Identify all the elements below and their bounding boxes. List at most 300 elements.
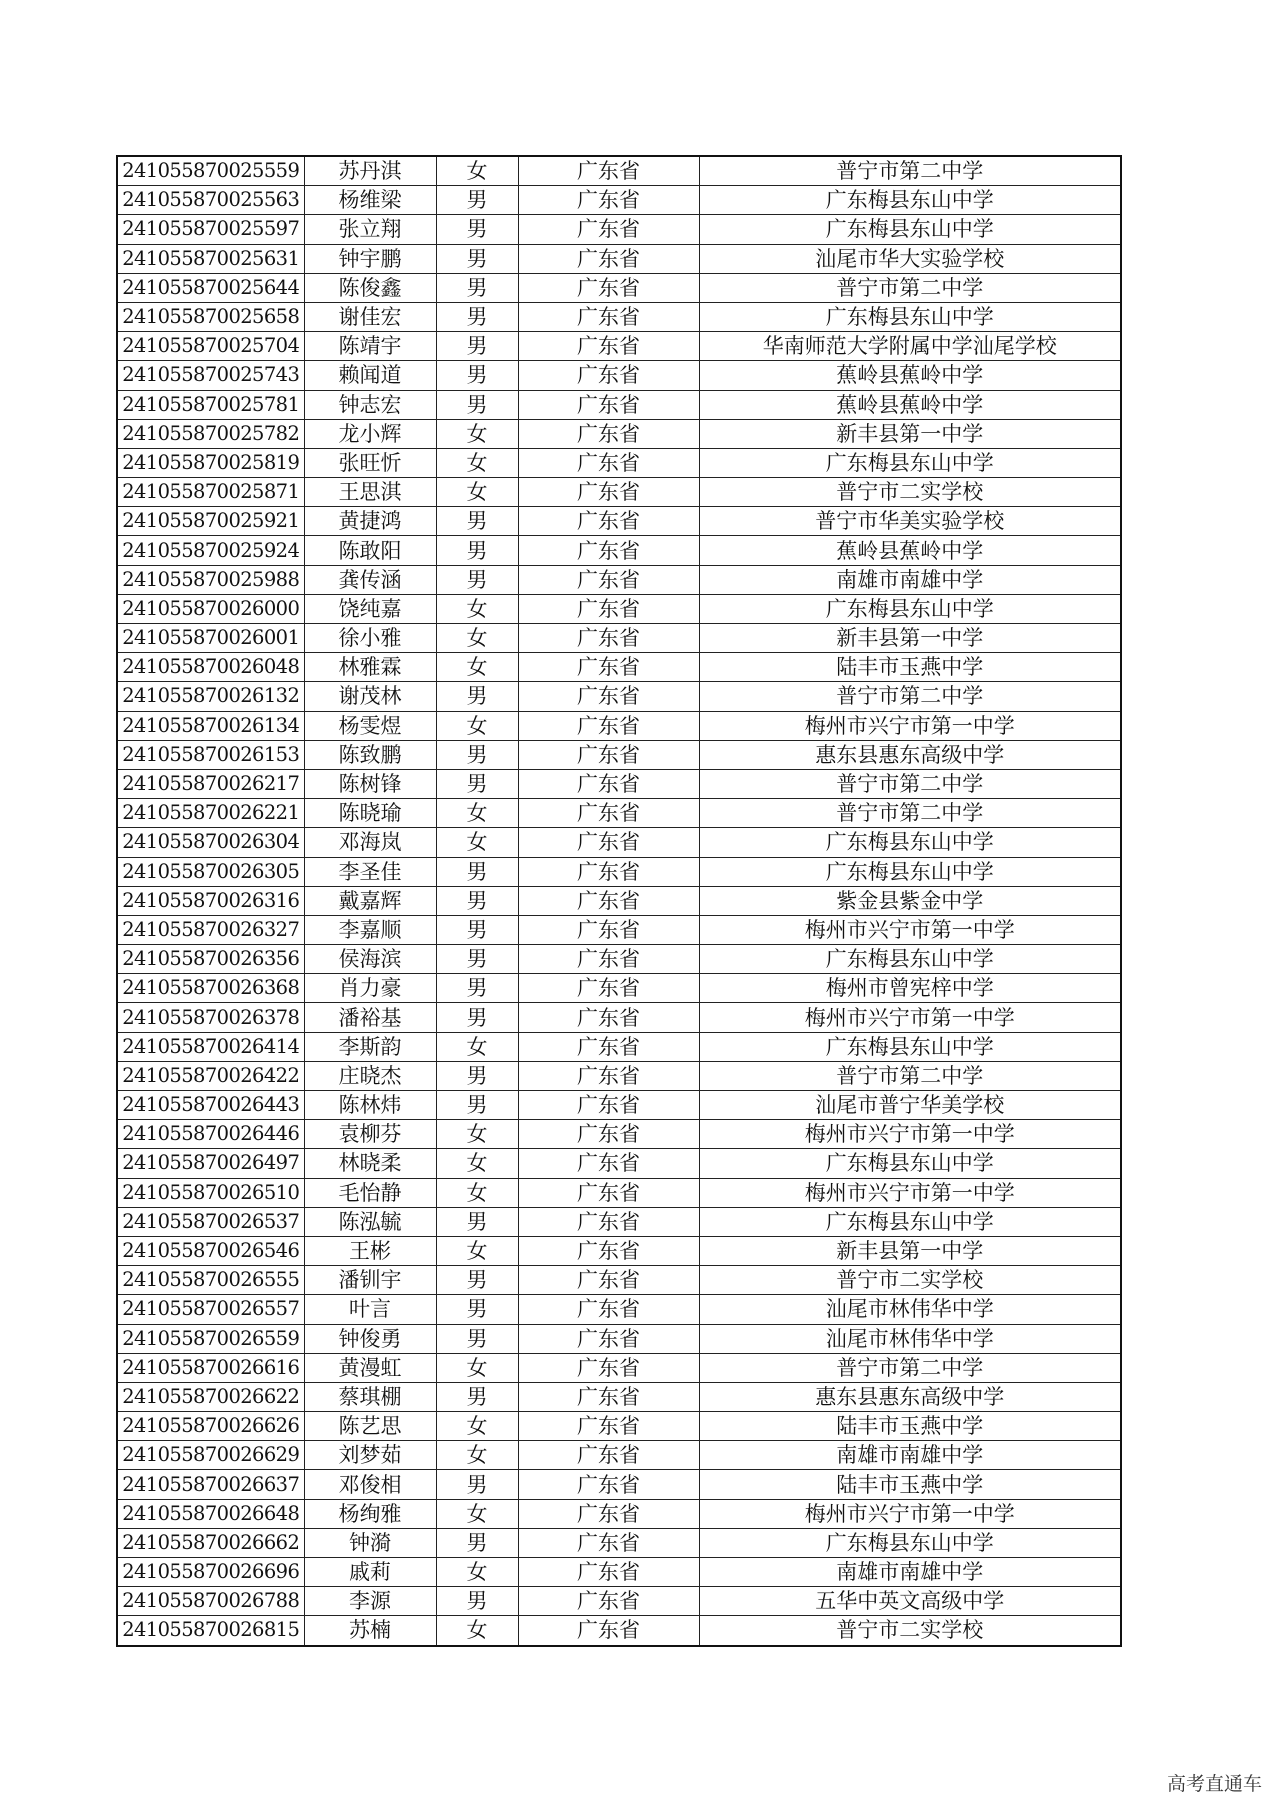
gender-cell: 女 [436, 828, 518, 857]
school-cell: 陆丰市玉燕中学 [699, 1470, 1121, 1499]
school-cell: 梅州市兴宁市第一中学 [699, 1499, 1121, 1528]
school-cell: 汕尾市林伟华中学 [699, 1295, 1121, 1324]
name-cell: 戚莉 [304, 1558, 436, 1587]
name-cell: 陈致鹏 [304, 740, 436, 769]
province-cell: 广东省 [518, 594, 699, 623]
province-cell: 广东省 [518, 1149, 699, 1178]
province-cell: 广东省 [518, 886, 699, 915]
name-cell: 庄晓杰 [304, 1061, 436, 1090]
gender-cell: 男 [436, 915, 518, 944]
table-row [117, 1382, 1121, 1411]
gender-cell: 女 [436, 1353, 518, 1382]
school-cell: 汕尾市华大实验学校 [699, 244, 1121, 273]
table-row [117, 361, 1121, 390]
gender-cell: 女 [436, 1499, 518, 1528]
school-cell: 梅州市兴宁市第一中学 [699, 1003, 1121, 1032]
school-cell: 普宁市第二中学 [699, 682, 1121, 711]
candidate-id-cell: 241055870026622 [117, 1382, 304, 1411]
name-cell: 袁柳芬 [304, 1120, 436, 1149]
school-cell: 普宁市第二中学 [699, 1353, 1121, 1382]
province-cell: 广东省 [518, 1324, 699, 1353]
gender-cell: 男 [436, 769, 518, 798]
name-cell: 钟漪 [304, 1528, 436, 1557]
candidate-id-cell: 241055870026000 [117, 594, 304, 623]
candidate-id-cell: 241055870026626 [117, 1412, 304, 1441]
candidate-id-cell: 241055870026815 [117, 1616, 304, 1646]
gender-cell: 女 [436, 1441, 518, 1470]
name-cell: 李斯韵 [304, 1032, 436, 1061]
table-row [117, 974, 1121, 1003]
admission-roster-table [116, 155, 1122, 1647]
name-cell: 龙小辉 [304, 419, 436, 448]
school-cell: 广东梅县东山中学 [699, 828, 1121, 857]
candidate-id-cell: 241055870026132 [117, 682, 304, 711]
candidate-id-cell: 241055870026368 [117, 974, 304, 1003]
province-cell: 广东省 [518, 186, 699, 215]
province-cell: 广东省 [518, 1412, 699, 1441]
province-cell: 广东省 [518, 448, 699, 477]
gender-cell: 男 [436, 945, 518, 974]
gender-cell: 男 [436, 244, 518, 273]
province-cell: 广东省 [518, 1120, 699, 1149]
candidate-id-cell: 241055870025658 [117, 302, 304, 331]
gender-cell: 男 [436, 740, 518, 769]
school-cell: 广东梅县东山中学 [699, 857, 1121, 886]
candidate-id-cell: 241055870026559 [117, 1324, 304, 1353]
table-row [117, 1412, 1121, 1441]
candidate-id-cell: 241055870025924 [117, 536, 304, 565]
name-cell: 黄漫虹 [304, 1353, 436, 1382]
gender-cell: 男 [436, 302, 518, 331]
name-cell: 陈敢阳 [304, 536, 436, 565]
province-cell: 广东省 [518, 1616, 699, 1646]
school-cell: 蕉岭县蕉岭中学 [699, 390, 1121, 419]
gender-cell: 男 [436, 1295, 518, 1324]
province-cell: 广东省 [518, 828, 699, 857]
candidate-id-cell: 241055870026788 [117, 1587, 304, 1616]
table-row [117, 857, 1121, 886]
name-cell: 邓海岚 [304, 828, 436, 857]
school-cell: 广东梅县东山中学 [699, 448, 1121, 477]
candidate-id-cell: 241055870025871 [117, 478, 304, 507]
school-cell: 南雄市南雄中学 [699, 1558, 1121, 1587]
table-row [117, 1324, 1121, 1353]
name-cell: 钟志宏 [304, 390, 436, 419]
name-cell: 苏丹淇 [304, 156, 436, 186]
province-cell: 广东省 [518, 565, 699, 594]
name-cell: 钟宇鹏 [304, 244, 436, 273]
school-cell: 梅州市兴宁市第一中学 [699, 915, 1121, 944]
name-cell: 陈树锋 [304, 769, 436, 798]
table-row [117, 448, 1121, 477]
gender-cell: 男 [436, 1382, 518, 1411]
school-cell: 广东梅县东山中学 [699, 1207, 1121, 1236]
school-cell: 广东梅县东山中学 [699, 945, 1121, 974]
name-cell: 王彬 [304, 1236, 436, 1265]
name-cell: 陈晓瑜 [304, 799, 436, 828]
candidate-id-cell: 241055870025921 [117, 507, 304, 536]
candidate-id-cell: 241055870026327 [117, 915, 304, 944]
school-cell: 五华中英文高级中学 [699, 1587, 1121, 1616]
name-cell: 陈泓毓 [304, 1207, 436, 1236]
name-cell: 张立翔 [304, 215, 436, 244]
province-cell: 广东省 [518, 740, 699, 769]
table-row [117, 1061, 1121, 1090]
table-row [117, 244, 1121, 273]
candidate-id-cell: 241055870025559 [117, 156, 304, 186]
school-cell: 普宁市华美实验学校 [699, 507, 1121, 536]
table-row [117, 390, 1121, 419]
name-cell: 杨绚雅 [304, 1499, 436, 1528]
province-cell: 广东省 [518, 419, 699, 448]
school-cell: 广东梅县东山中学 [699, 302, 1121, 331]
name-cell: 蔡琪棚 [304, 1382, 436, 1411]
candidate-id-cell: 241055870026648 [117, 1499, 304, 1528]
province-cell: 广东省 [518, 1003, 699, 1032]
province-cell: 广东省 [518, 1178, 699, 1207]
school-cell: 华南师范大学附属中学汕尾学校 [699, 332, 1121, 361]
province-cell: 广东省 [518, 273, 699, 302]
province-cell: 广东省 [518, 361, 699, 390]
name-cell: 李源 [304, 1587, 436, 1616]
gender-cell: 男 [436, 857, 518, 886]
table-row [117, 565, 1121, 594]
gender-cell: 女 [436, 1412, 518, 1441]
candidate-id-cell: 241055870025597 [117, 215, 304, 244]
school-cell: 蕉岭县蕉岭中学 [699, 536, 1121, 565]
school-cell: 普宁市第二中学 [699, 769, 1121, 798]
name-cell: 刘梦茹 [304, 1441, 436, 1470]
province-cell: 广东省 [518, 1528, 699, 1557]
name-cell: 苏楠 [304, 1616, 436, 1646]
school-cell: 广东梅县东山中学 [699, 186, 1121, 215]
gender-cell: 女 [436, 1032, 518, 1061]
candidate-id-cell: 241055870026316 [117, 886, 304, 915]
candidate-id-cell: 241055870025704 [117, 332, 304, 361]
table-row [117, 653, 1121, 682]
candidate-id-cell: 241055870026356 [117, 945, 304, 974]
table-row [117, 1091, 1121, 1120]
province-cell: 广东省 [518, 1470, 699, 1499]
province-cell: 广东省 [518, 1061, 699, 1090]
table-row [117, 1587, 1121, 1616]
province-cell: 广东省 [518, 915, 699, 944]
gender-cell: 女 [436, 711, 518, 740]
province-cell: 广东省 [518, 653, 699, 682]
candidate-id-cell: 241055870026537 [117, 1207, 304, 1236]
name-cell: 潘裕基 [304, 1003, 436, 1032]
table-row [117, 1558, 1121, 1587]
table-row [117, 1499, 1121, 1528]
name-cell: 钟俊勇 [304, 1324, 436, 1353]
candidate-id-cell: 241055870026497 [117, 1149, 304, 1178]
school-cell: 梅州市兴宁市第一中学 [699, 1178, 1121, 1207]
province-cell: 广东省 [518, 682, 699, 711]
province-cell: 广东省 [518, 1207, 699, 1236]
province-cell: 广东省 [518, 507, 699, 536]
candidate-id-cell: 241055870026221 [117, 799, 304, 828]
name-cell: 戴嘉辉 [304, 886, 436, 915]
gender-cell: 女 [436, 1236, 518, 1265]
province-cell: 广东省 [518, 1236, 699, 1265]
school-cell: 紫金县紫金中学 [699, 886, 1121, 915]
province-cell: 广东省 [518, 769, 699, 798]
province-cell: 广东省 [518, 1091, 699, 1120]
candidate-id-cell: 241055870026378 [117, 1003, 304, 1032]
gender-cell: 男 [436, 1528, 518, 1557]
gender-cell: 男 [436, 332, 518, 361]
province-cell: 广东省 [518, 215, 699, 244]
name-cell: 龚传涵 [304, 565, 436, 594]
school-cell: 蕉岭县蕉岭中学 [699, 361, 1121, 390]
gender-cell: 男 [436, 974, 518, 1003]
gender-cell: 男 [436, 273, 518, 302]
gender-cell: 女 [436, 594, 518, 623]
province-cell: 广东省 [518, 332, 699, 361]
name-cell: 叶言 [304, 1295, 436, 1324]
name-cell: 徐小雅 [304, 624, 436, 653]
province-cell: 广东省 [518, 799, 699, 828]
candidate-id-cell: 241055870025631 [117, 244, 304, 273]
school-cell: 普宁市第二中学 [699, 799, 1121, 828]
name-cell: 肖力豪 [304, 974, 436, 1003]
candidate-id-cell: 241055870026696 [117, 1558, 304, 1587]
gender-cell: 女 [436, 478, 518, 507]
roster-body [117, 156, 1121, 1646]
name-cell: 陈艺思 [304, 1412, 436, 1441]
gender-cell: 女 [436, 419, 518, 448]
name-cell: 李圣佳 [304, 857, 436, 886]
school-cell: 普宁市第二中学 [699, 1061, 1121, 1090]
gender-cell: 男 [436, 1061, 518, 1090]
table-row [117, 273, 1121, 302]
candidate-id-cell: 241055870026546 [117, 1236, 304, 1265]
candidate-id-cell: 241055870026555 [117, 1266, 304, 1295]
gender-cell: 女 [436, 1120, 518, 1149]
candidate-id-cell: 241055870025563 [117, 186, 304, 215]
province-cell: 广东省 [518, 624, 699, 653]
candidate-id-cell: 241055870026557 [117, 1295, 304, 1324]
gender-cell: 男 [436, 886, 518, 915]
table-row [117, 332, 1121, 361]
table-row [117, 1032, 1121, 1061]
gender-cell: 男 [436, 1003, 518, 1032]
name-cell: 侯海滨 [304, 945, 436, 974]
watermark-text: 高考直通车 [1166, 1773, 1262, 1795]
table-row [117, 302, 1121, 331]
province-cell: 广东省 [518, 945, 699, 974]
province-cell: 广东省 [518, 711, 699, 740]
school-cell: 南雄市南雄中学 [699, 1441, 1121, 1470]
province-cell: 广东省 [518, 1266, 699, 1295]
gender-cell: 女 [436, 1178, 518, 1207]
province-cell: 广东省 [518, 302, 699, 331]
candidate-id-cell: 241055870026446 [117, 1120, 304, 1149]
candidate-id-cell: 241055870025743 [117, 361, 304, 390]
name-cell: 林晓柔 [304, 1149, 436, 1178]
gender-cell: 男 [436, 1587, 518, 1616]
name-cell: 毛怡静 [304, 1178, 436, 1207]
table-row [117, 769, 1121, 798]
province-cell: 广东省 [518, 1295, 699, 1324]
school-cell: 普宁市第二中学 [699, 156, 1121, 186]
gender-cell: 男 [436, 361, 518, 390]
candidate-id-cell: 241055870026629 [117, 1441, 304, 1470]
table-row [117, 682, 1121, 711]
table-row [117, 1528, 1121, 1557]
candidate-id-cell: 241055870025781 [117, 390, 304, 419]
school-cell: 广东梅县东山中学 [699, 1032, 1121, 1061]
gender-cell: 男 [436, 682, 518, 711]
table-row [117, 419, 1121, 448]
table-row [117, 1295, 1121, 1324]
name-cell: 潘钏宇 [304, 1266, 436, 1295]
school-cell: 惠东县惠东高级中学 [699, 740, 1121, 769]
candidate-id-cell: 241055870026422 [117, 1061, 304, 1090]
name-cell: 赖闻道 [304, 361, 436, 390]
province-cell: 广东省 [518, 857, 699, 886]
school-cell: 梅州市兴宁市第一中学 [699, 1120, 1121, 1149]
gender-cell: 男 [436, 1324, 518, 1353]
name-cell: 陈俊鑫 [304, 273, 436, 302]
gender-cell: 女 [436, 1616, 518, 1646]
province-cell: 广东省 [518, 156, 699, 186]
province-cell: 广东省 [518, 1382, 699, 1411]
table-row [117, 594, 1121, 623]
school-cell: 梅州市曾宪梓中学 [699, 974, 1121, 1003]
school-cell: 陆丰市玉燕中学 [699, 653, 1121, 682]
province-cell: 广东省 [518, 536, 699, 565]
table-row [117, 799, 1121, 828]
table-row [117, 711, 1121, 740]
school-cell: 新丰县第一中学 [699, 624, 1121, 653]
gender-cell: 女 [436, 448, 518, 477]
name-cell: 邓俊相 [304, 1470, 436, 1499]
candidate-id-cell: 241055870026637 [117, 1470, 304, 1499]
table-row [117, 1120, 1121, 1149]
school-cell: 新丰县第一中学 [699, 419, 1121, 448]
candidate-id-cell: 241055870026217 [117, 769, 304, 798]
school-cell: 梅州市兴宁市第一中学 [699, 711, 1121, 740]
candidate-id-cell: 241055870026510 [117, 1178, 304, 1207]
school-cell: 陆丰市玉燕中学 [699, 1412, 1121, 1441]
name-cell: 陈靖宇 [304, 332, 436, 361]
province-cell: 广东省 [518, 478, 699, 507]
name-cell: 王思淇 [304, 478, 436, 507]
candidate-id-cell: 241055870026305 [117, 857, 304, 886]
candidate-id-cell: 241055870025988 [117, 565, 304, 594]
table-row [117, 1616, 1121, 1646]
gender-cell: 女 [436, 653, 518, 682]
school-cell: 广东梅县东山中学 [699, 1528, 1121, 1557]
candidate-id-cell: 241055870026304 [117, 828, 304, 857]
table-row [117, 536, 1121, 565]
school-cell: 普宁市二实学校 [699, 1616, 1121, 1646]
school-cell: 广东梅县东山中学 [699, 594, 1121, 623]
gender-cell: 男 [436, 507, 518, 536]
candidate-id-cell: 241055870025819 [117, 448, 304, 477]
table-row [117, 478, 1121, 507]
province-cell: 广东省 [518, 974, 699, 1003]
gender-cell: 男 [436, 1266, 518, 1295]
gender-cell: 男 [436, 1470, 518, 1499]
table-row [117, 1266, 1121, 1295]
school-cell: 普宁市二实学校 [699, 1266, 1121, 1295]
name-cell: 李嘉顺 [304, 915, 436, 944]
candidate-id-cell: 241055870025782 [117, 419, 304, 448]
school-cell: 普宁市第二中学 [699, 273, 1121, 302]
gender-cell: 女 [436, 1558, 518, 1587]
gender-cell: 女 [436, 156, 518, 186]
province-cell: 广东省 [518, 1558, 699, 1587]
candidate-id-cell: 241055870026001 [117, 624, 304, 653]
candidate-id-cell: 241055870026443 [117, 1091, 304, 1120]
table-row [117, 1207, 1121, 1236]
school-cell: 新丰县第一中学 [699, 1236, 1121, 1265]
province-cell: 广东省 [518, 1587, 699, 1616]
table-row [117, 1149, 1121, 1178]
table-row [117, 215, 1121, 244]
province-cell: 广东省 [518, 1032, 699, 1061]
name-cell: 谢茂林 [304, 682, 436, 711]
school-cell: 汕尾市普宁华美学校 [699, 1091, 1121, 1120]
gender-cell: 女 [436, 624, 518, 653]
school-cell: 汕尾市林伟华中学 [699, 1324, 1121, 1353]
table-row [117, 1470, 1121, 1499]
table-row [117, 156, 1121, 186]
name-cell: 张旺忻 [304, 448, 436, 477]
table-row [117, 828, 1121, 857]
table-row [117, 886, 1121, 915]
gender-cell: 女 [436, 799, 518, 828]
gender-cell: 男 [436, 565, 518, 594]
province-cell: 广东省 [518, 1441, 699, 1470]
table-row [117, 1236, 1121, 1265]
gender-cell: 女 [436, 1149, 518, 1178]
table-row [117, 1178, 1121, 1207]
table-row [117, 740, 1121, 769]
candidate-id-cell: 241055870026048 [117, 653, 304, 682]
candidate-id-cell: 241055870025644 [117, 273, 304, 302]
gender-cell: 男 [436, 1091, 518, 1120]
table-row [117, 186, 1121, 215]
gender-cell: 男 [436, 215, 518, 244]
province-cell: 广东省 [518, 390, 699, 419]
candidate-id-cell: 241055870026662 [117, 1528, 304, 1557]
gender-cell: 男 [436, 186, 518, 215]
table-row [117, 1353, 1121, 1382]
school-cell: 南雄市南雄中学 [699, 565, 1121, 594]
province-cell: 广东省 [518, 1353, 699, 1382]
table-row [117, 507, 1121, 536]
table-row [117, 624, 1121, 653]
name-cell: 林雅霖 [304, 653, 436, 682]
school-cell: 惠东县惠东高级中学 [699, 1382, 1121, 1411]
gender-cell: 男 [436, 536, 518, 565]
name-cell: 杨雯煜 [304, 711, 436, 740]
gender-cell: 男 [436, 1207, 518, 1236]
school-cell: 广东梅县东山中学 [699, 215, 1121, 244]
name-cell: 杨维梁 [304, 186, 436, 215]
candidate-id-cell: 241055870026153 [117, 740, 304, 769]
name-cell: 饶纯嘉 [304, 594, 436, 623]
table-row [117, 915, 1121, 944]
table-row [117, 1003, 1121, 1032]
province-cell: 广东省 [518, 1499, 699, 1528]
school-cell: 普宁市二实学校 [699, 478, 1121, 507]
name-cell: 陈林炜 [304, 1091, 436, 1120]
name-cell: 黄捷鸿 [304, 507, 436, 536]
